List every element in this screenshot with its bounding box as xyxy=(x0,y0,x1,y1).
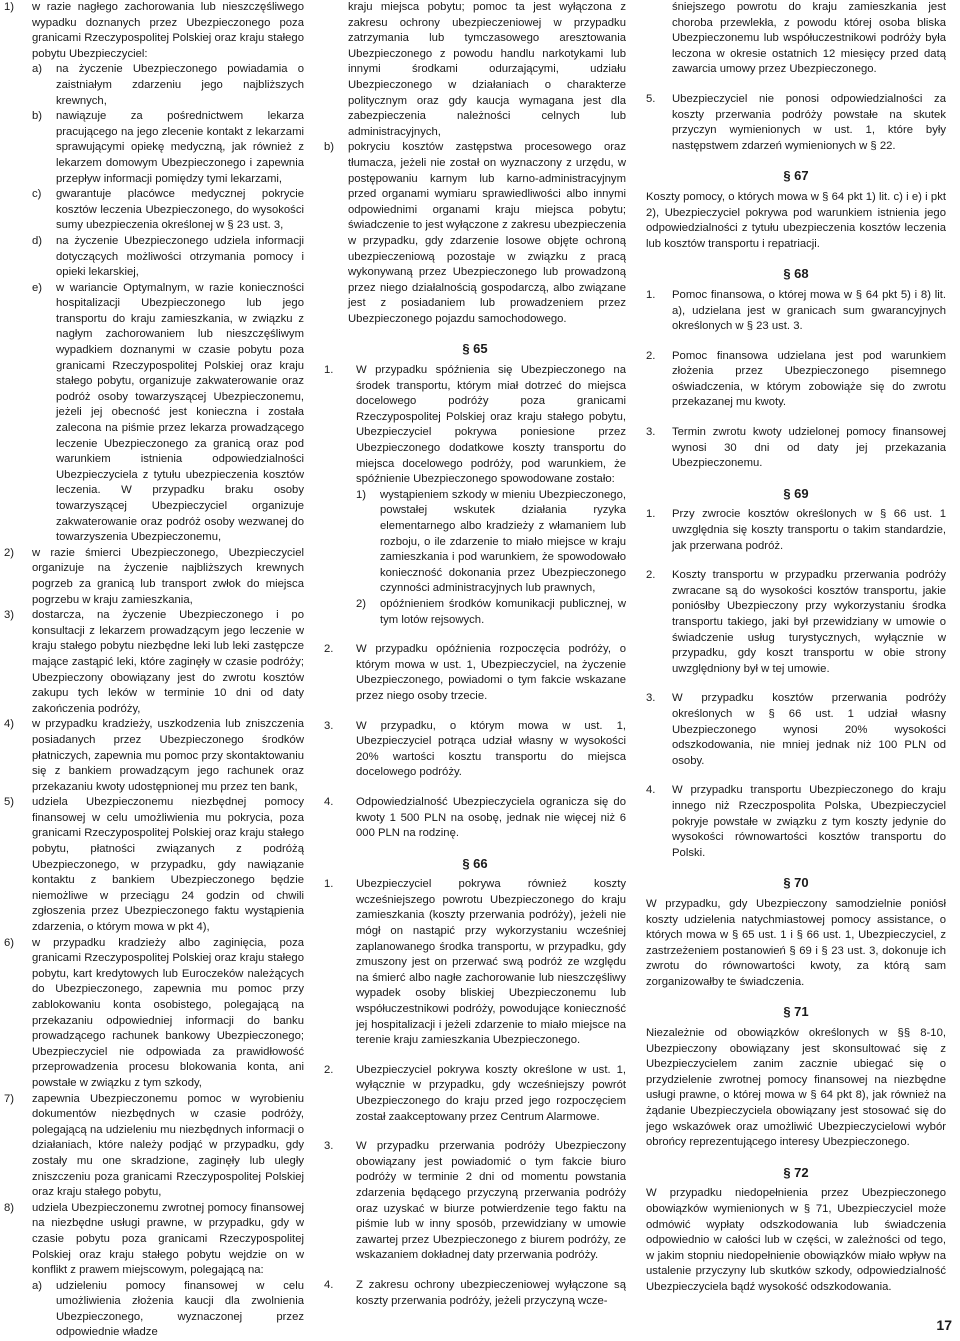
item-text: Odpowiedzialność Ubezpieczyciela ogranicza się do kwoty 1 500 PLN na osobę, jednak nie więcej niż 6 000 PLN na rodzinę. xyxy=(356,795,626,840)
sub-item xyxy=(32,62,304,109)
list-item xyxy=(4,717,304,795)
item-number: 3. xyxy=(646,692,656,705)
list-item xyxy=(324,795,626,842)
list-item xyxy=(324,1139,626,1264)
list-item xyxy=(646,691,946,769)
sub-item-continuation xyxy=(324,0,626,140)
sub-item-letter: d) xyxy=(32,234,43,247)
column-right xyxy=(646,0,946,1296)
column-middle xyxy=(324,0,626,1309)
item-number: 2. xyxy=(324,1063,334,1076)
item-number: 1. xyxy=(646,288,656,301)
item-text: udziela Ubezpieczonemu zwrotnej pomocy finansowej na niezbędne usługi prawne, w przypadku, gdy w czasie pobytu poza granicami Rzeczypospolitej Polskiej oraz kraju stałego pobytu wejdzie on w konflikt z prawem miejscowym, polegającą na: xyxy=(32,1201,304,1277)
item-number: 2) xyxy=(4,546,15,559)
item-text: Przy zwrocie kosztów określonych w § 66 ust. 1 uwzględnia się koszty transportu o takim standardzie, jak przerwana podróż. xyxy=(672,508,946,552)
item-number: 4. xyxy=(324,1278,334,1291)
item-number: 3. xyxy=(324,719,334,732)
sub-item-text: opóźnieniem środków komunikacji publicznej, w tym lotów rejsowych. xyxy=(380,597,626,626)
sub-item-letter: b) xyxy=(324,141,335,154)
item-text: dostarcza, na życzenie Ubezpieczonego i po konsultacji z lekarzem prowadzącym jego leczenie w kraju stałego pobytu niezbędne leki lub leki zastępcze mające zastąpić leki, które zaginęły w czasie podróży; Ubezpieczony obowiązany jest do zwrotu kosztów zakupu tych leków w terminie 10 dni od daty zakończenia podróży, xyxy=(32,609,304,715)
list-item xyxy=(646,425,946,472)
list-item xyxy=(646,92,946,154)
list-item xyxy=(324,1063,626,1125)
sub-item xyxy=(324,140,626,327)
list-item xyxy=(4,546,304,608)
item-number: 8) xyxy=(4,1201,15,1214)
item-text: Ubezpieczyciel nie ponosi odpowiedzialności za koszty przerwania podróży powstałe na skutek przyczyn wymienionych w ust. 1, które były następstwem zdarzeń wymienionych w § 22. xyxy=(672,92,946,152)
item-number: 4) xyxy=(4,718,15,731)
list-item xyxy=(324,363,626,488)
item-text: śniejszego powrotu do kraju zamieszkania jest choroba przewlekła, z powodu której osoba bliska Ubezpieczonemu lub współuczestnikowi podróży była leczona w okresie ostatnich 12 miesięcy przed datą zawarcia umowy przez Ubezpieczonego. xyxy=(672,1,946,76)
sub-item xyxy=(356,488,626,597)
sub-item xyxy=(32,234,304,281)
page-number: 17 xyxy=(936,1317,952,1334)
list-item xyxy=(4,1092,304,1201)
item-text: W przypadku kosztów przerwania podróży określonych w § 66 ust. 1 udział własny Ubezpieczonego wynosi 20% wysokości odszkodowania, nie mniej jednak niż 100 PLN od osoby. xyxy=(672,692,946,767)
item-text: W przypadku przerwania podróży Ubezpieczony obowiązany jest powiadomić o tym fakcie biuro podróży w terminie 2 dni od momentu powstania zdarzenia będącego przyczyną przerwania podróży oraz uzyskać w biurze potwierdzenie tego faktu na piśmie lub w inny sposób, przewidziany w umowie zawartej przez Ubezpieczonego z biurem podróży, ze wskazaniem dokładnej daty przerwania podróży. xyxy=(356,1140,626,1262)
item-text: w razie śmierci Ubezpieczonego, Ubezpieczyciel organizuje na życzenie najbliższych krewnych pogrzeb za granicą lub transport zwłok do miejsca pogrzebu w kraju zamieszkania, xyxy=(32,546,304,606)
sub-item-text: gwarantuje placówce medycznej pokrycie kosztów leczenia Ubezpieczonego, do wysokości sumy ubezpieczenia określonej w § 23 ust. 3, xyxy=(56,188,304,232)
item-number: 2. xyxy=(324,643,334,656)
item-number: 1. xyxy=(324,364,334,377)
list-item xyxy=(324,1278,626,1309)
item-text: Termin zwrotu kwoty udzielonej pomocy finansowej wynosi 30 dni od daty jej przekazania Ubezpieczonemu. xyxy=(672,426,946,470)
section-heading: § 69 xyxy=(783,485,809,501)
item-text: Ubezpieczyciel pokrywa koszty określone w ust. 1, wyłącznie w przypadku, gdy wcześniejszy powrót Ubezpieczonego do kraju przed jego rozpoczęciem został zaakceptowany przez Centrum Alarmowe. xyxy=(356,1063,626,1123)
paragraph: W przypadku, gdy Ubezpieczony samodzielnie poniósł koszty udzielenia natychmiastowej pomocy assistance, o których mowa w § 65 ust. 1 i § 66 ust. 1, Ubezpieczyciel, z zastrzeżeniem postanowień § 69 i § 23 ust. 3, dokonuje ich zwrotu do równowartości kwoty, za którą sam zorganizowałby te świadczenia. xyxy=(646,897,946,988)
sub-item-number: 2) xyxy=(356,597,367,610)
sub-item-number: 1) xyxy=(356,488,367,501)
sub-item xyxy=(32,109,304,187)
item-text: Ubezpieczyciel pokrywa również koszty wcześniejszego powrotu Ubezpieczonego do kraju zamieszkania (koszty przerwania podróży), jeżeli nie mógł on nastąpić przy wykorzystaniu wcześniej zaplanowanego środka transportu, w przypadku, gdy zmuszony jest on przerwać swą podróż ze względu na śmierć albo nagłe zachorowanie lub nieszczęśliwy wypadek osoby bliskiej Ubezpieczonemu lub współuczestnikowi podróży, powodujące konieczność jej hospitalizacji i jeżeli zdarzenie to miało miejsce na terenie kraju zamieszkania Ubezpieczonego. xyxy=(356,878,626,1047)
list-item xyxy=(4,936,304,1092)
paragraph: Niezależnie od obowiązków określonych w §§ 8-10, Ubezpieczony obowiązany jest skonsultować się z Ubezpieczycielem zanim zacznie ubiegać się o przydzielenie zwrotnej pomocy finansowej na niezbędne usługi prawne, o której mowa w § 64 pkt 8), jak również na żądanie Ubezpieczyciela obowiązany jest stosować się do jego wskazówek oraz umożliwić Ubezpieczycielowi wybór obrońcy reprezentującego interesy Ubezpieczonego. xyxy=(646,1027,946,1149)
sub-item-text: udzieleniu pomocy finansowej w celu umożliwienia złożenia kaucji dla zwolnienia Ubezpieczonego, wyznaczonej przez odpowiednie władze xyxy=(56,1279,304,1339)
sub-item-text: w wariancie Optymalnym, w razie konieczności hospitalizacji Ubezpieczonego lub jego transportu do kraju zamieszkania, w związku z nagłym zachorowaniem lub nieszczęśliwym wypadkiem doznanymi w czasie pobytu poza granicami Rzeczypospolitej Polskiej oraz kraju stałego pobytu, organizuje zakwaterowanie oraz podróż osoby towarzyszącej Ubezpieczonemu, jeżeli jej obecność jest konieczna i została zalecona na piśmie przez lekarza prowadzącego leczenie Ubezpieczonego za granicą oraz pod warunkiem istnienia odpowiedzialności Ubezpieczyciela z tytułu ubezpieczenia kosztów leczenia. W przypadku braku osoby towarzyszącej Ubezpieczyciel organizuje zakwaterowanie oraz podróż osoby wezwanej do towarzyszenia Ubezpieczonemu, xyxy=(56,281,304,544)
item-text: W przypadku opóźnienia rozpoczęcia podróży, o którym mowa w ust. 1, Ubezpieczyciel, na życzenie Ubezpieczonego, powiadomi o tym fakcie wskazane przez niego osoby trzecie. xyxy=(356,643,626,702)
item-text: Koszty transportu w przypadku przerwania podróży zwracane są do wysokości kosztów transportu, jakie poniósłby Ubezpieczony przy wykorzystaniu środka transportu takiego, jaki był przewidziany w umowie o świadczenie usług turystycznych, wyłącznie w przypadku, gdy koszt transportu w obie strony uwzględniony był w tej umowie. xyxy=(672,569,946,675)
list-item xyxy=(4,608,304,717)
item-number: 5. xyxy=(646,92,656,105)
list-item-continuation xyxy=(646,0,946,78)
sub-item-text: pokryciu kosztów zastępstwa procesowego oraz tłumacza, jeżeli nie został on wyznaczony z urzędu, w postępowaniu karnym lub karno-administracyjnym przed organami wymiaru sprawiedliwości albo innymi odpowiednimi organami kraju miejsca pobytu; świadczenie to jest wyłączone z zakresu ubezpieczenia w przypadku, gdy zdarzenie losowe objęte ochroną ubezpieczeniową pozostaje w związku z pracą wykonywaną przez Ubezpieczonego lub prowadzoną przez niego działalnością gospodarczą, albo związane jest z posiadaniem lub prowadzeniem przez Ubezpieczonego pojazdu samochodowego. xyxy=(348,141,626,325)
sub-item xyxy=(356,597,626,628)
section-heading: § 72 xyxy=(783,1164,809,1180)
item-text: Z zakresu ochrony ubezpieczeniowej wyłączone są koszty przerwania podróży, jeżeli przyczyną wcze- xyxy=(356,1278,626,1307)
list-item xyxy=(646,349,946,411)
item-number: 5) xyxy=(4,796,15,809)
section-heading: § 67 xyxy=(783,168,809,184)
item-number: 1. xyxy=(324,878,334,891)
item-number: 1) xyxy=(4,1,15,13)
item-number: 7) xyxy=(4,1092,15,1105)
item-text: zapewnia Ubezpieczonemu pomoc w wyrobieniu dokumentów niezbędnych w czasie podróży, polegającą na udzieleniu mu niezbędnych informacji o działaniach, które należy podjąć w przypadku, gdy zostały mu one skradzione, zaginęły lub uległy zniszczeniu poza granicami Rzeczypospolitej Polskiej oraz kraju stałego pobytu, xyxy=(32,1092,304,1199)
list-item xyxy=(324,642,626,704)
sub-item xyxy=(32,1279,304,1341)
sub-item-letter: a) xyxy=(32,63,43,76)
list-item xyxy=(4,795,304,935)
sub-item-letter: e) xyxy=(32,281,43,294)
item-number: 6) xyxy=(4,936,15,949)
list-item xyxy=(324,877,626,1049)
list-item xyxy=(4,0,304,62)
item-text: Pomoc finansowa, o której mowa w § 64 pkt 5) i 8) lit. a), udzielana jest w granicach sum gwarancyjnych określonych w § 23 ust. 3. xyxy=(672,288,946,333)
list-item xyxy=(324,719,626,781)
sub-item-text: nawiązuje za pośrednictwem lekarza pracującego na jego zlecenie kontakt z lekarzami sprawującymi opiekę medyczną, jak również z lekarzem domowym Ubezpieczonego i zapewnia przepływ informacji pomiędzy tymi lekarzami, xyxy=(56,110,304,185)
paragraph: W przypadku niedopełnienia przez Ubezpieczonego obowiązków wymienionych w § 71, Ubezpieczyciel może odmówić wypłaty odszkodowania lub świadczenia odpowiednio w całości lub w części, w zależności od tego, w jakim stopniu niedopełnienie obowiązków miało wpływ na ustalenie przyczyny lub skutków szkody, odpowiedzialność Ubezpieczyciela bądź wysokość odszkodowania. xyxy=(646,1187,946,1293)
item-number: 2. xyxy=(646,569,656,582)
section-heading: § 71 xyxy=(783,1004,809,1020)
item-text: Pomoc finansowa udzielana jest pod warunkiem złożenia przez Ubezpieczonego pisemnego oświadczenia, w którym zobowiąże się do zwrotu przekazanej mu kwoty. xyxy=(672,349,946,409)
section-heading: § 66 xyxy=(462,855,488,871)
sub-item-letter: a) xyxy=(32,1279,43,1292)
section-heading: § 70 xyxy=(783,875,809,891)
item-number: 3. xyxy=(324,1140,334,1153)
sub-item-letter: c) xyxy=(32,188,42,201)
item-number: 4. xyxy=(324,795,334,808)
sub-item-text: na życzenie Ubezpieczonego udziela informacji dotyczących możliwości otrzymania pomocy i opieki lekarskiej, xyxy=(56,234,304,279)
sub-item xyxy=(32,187,304,234)
item-text: W przypadku spóźnienia się Ubezpieczonego na środek transportu, którym miał dotrzeć do miejsca docelowego podróży poza granicami Rzeczypospolitej Polskiej oraz kraju stałego pobytu, Ubezpieczyciel pokrywa poniesione przez Ubezpieczonego dodatkowe koszty transportu do miejsca docelowego podróży, pod warunkiem, że spóźnienie Ubezpieczonego spowodowane zostało: xyxy=(356,364,626,486)
item-text: W przypadku, o którym mowa w ust. 1, Ubezpieczyciel potrąca udział własny w wysokości 20% wartości kosztu transportu do miejsca docelowego podróży. xyxy=(356,719,626,779)
item-text: W przypadku transportu Ubezpieczonego do kraju innego niż Rzeczpospolita Polska, Ubezpieczyciel pokryje powstałe w związku z tym koszty jedynie do wysokości równowartości kosztów transportu do Polski. xyxy=(672,784,946,859)
item-text: w razie nagłego zachorowania lub nieszczęśliwego wypadku doznanych przez Ubezpieczonego poza granicami Rzeczypospolitej Polskiej oraz kraju stałego pobytu Ubezpieczyciel: xyxy=(32,1,304,60)
list-item xyxy=(646,783,946,861)
list-item xyxy=(646,568,946,677)
section-heading: § 68 xyxy=(783,266,809,282)
item-number: 1. xyxy=(646,508,656,521)
section-heading: § 65 xyxy=(462,341,488,357)
paragraph: Koszty pomocy, o których mowa w § 64 pkt 1) lit. c) i e) i pkt 2), Ubezpieczyciel pokrywa pod warunkiem istnienia jego odpowiedzialności z tytułu ubezpieczenia kosztów leczenia lub kosztów transportu i repatriacji. xyxy=(646,190,946,250)
item-text: w przypadku kradzieży albo zaginięcia, poza granicami Rzeczypospolitej Polskiej oraz kraju stałego pobytu, kart kredytowych lub Euroczeków należących do Ubezpieczonego, zapewnia mu pomoc przy zablokowaniu konta osobistego, polegającą na przekazaniu odpowiedniej informacji do banku prowadzącego rachunek bankowy Ubezpieczonego; Ubezpieczyciel nie odpowiada za prawidłowość przeprowadzenia procesu blokowania konta, ani powstałe w związku z tym szkody, xyxy=(32,936,304,1089)
sub-item-text: kraju miejsca pobytu; pomoc ta jest wyłączona z zakresu ochrony ubezpieczeniowej w przypadku zatrzymania lub tymczasowego aresztowania Ubezpieczonego z powodu handlu narkotykami lub innymi środkami odurzającymi, udziału Ubezpieczonego w działaniach o charakterze politycznym oraz gdy kaucja wymagana jest dla zabezpieczenia należności celnych lub administracyjnych, xyxy=(348,1,626,138)
sub-item-letter: b) xyxy=(32,110,43,123)
list-item xyxy=(646,507,946,554)
item-number: 2. xyxy=(646,349,656,362)
item-number: 3) xyxy=(4,609,15,622)
list-item xyxy=(4,1201,304,1279)
item-text: udziela Ubezpieczonemu niezbędnej pomocy finansowej w celu umożliwienia mu pokrycia, poza granicami Rzeczypospolitej Polskiej oraz kraju stałego pobytu, płatności związanych z podróżą Ubezpieczonego, w przypadku, gdy nawiązanie kontaktu z bankiem Ubezpieczonego będzie niemożliwe w przeciągu 24 godzin od chwili zgłoszenia przez Ubezpieczonego faktu wystąpienia zdarzenia, o którym mowa w pkt 4), xyxy=(32,796,304,934)
list-item xyxy=(646,288,946,335)
item-text: w przypadku kradzieży, uszkodzenia lub zniszczenia posiadanych przez Ubezpieczonego środków płatniczych, zapewnia mu pomoc przy skontaktowaniu się z bankiem prowadzącym jego rachunek oraz przekazaniu kwoty udostępnionej mu przez ten bank, xyxy=(32,718,304,793)
sub-item-text: na życzenie Ubezpieczonego powiadamia o zaistniałym zdarzeniu jego najbliższych krewnych, xyxy=(56,63,304,107)
sub-item-text: wystąpieniem szkody w mieniu Ubezpieczonego, powstałej wskutek działania ryzyka elementarnego albo kradzieży z włamaniem lub rozboju, o ile zdarzenie to miało miejsce w kraju zamieszkania i pod warunkiem, że spowodowało konieczność dokonania przez Ubezpieczonego czynności administracyjnych lub prawnych, xyxy=(380,488,626,595)
item-number: 3. xyxy=(646,426,656,439)
column-left xyxy=(4,0,304,1341)
sub-item xyxy=(32,281,304,546)
item-number: 4. xyxy=(646,784,656,797)
